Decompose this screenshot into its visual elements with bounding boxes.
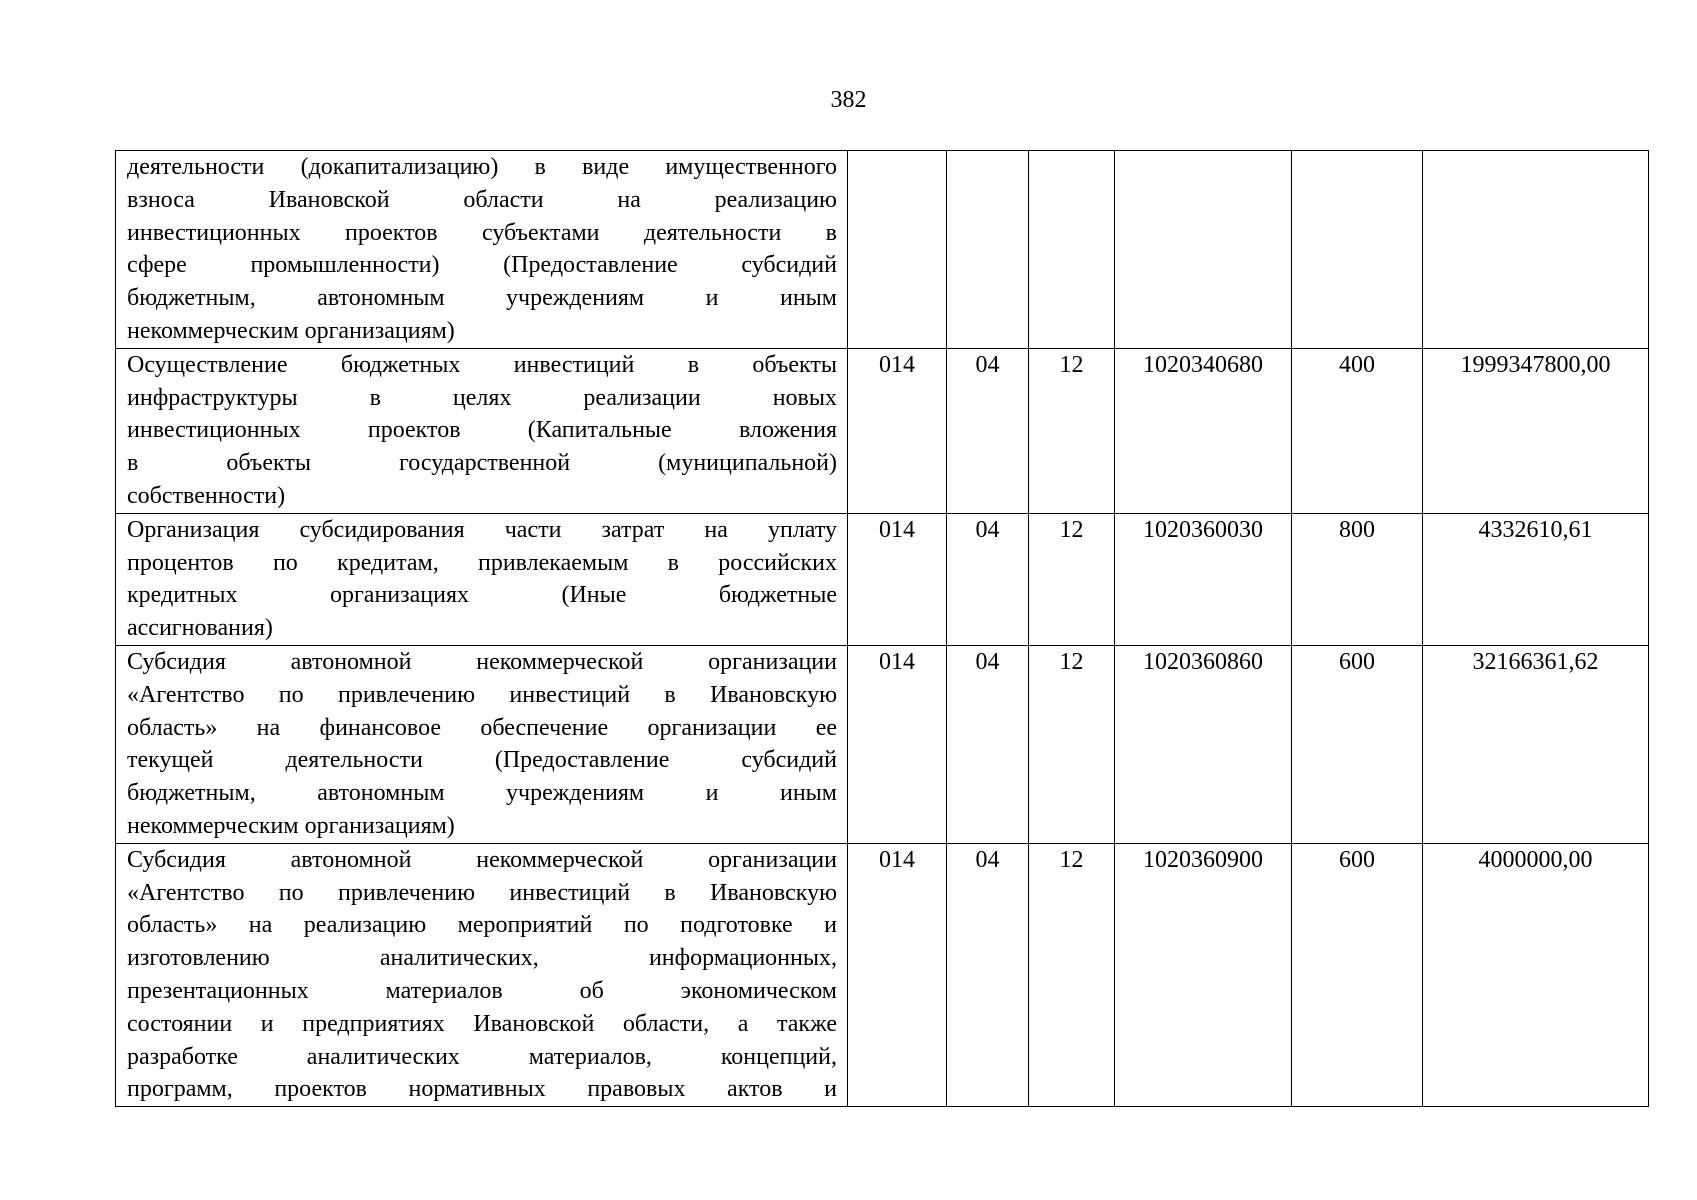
table-row <box>116 151 1649 349</box>
budget-table <box>115 150 1649 1107</box>
subsection-code-cell: 12 <box>1029 348 1115 513</box>
description-line: процентов по кредитам, привлекаемым в российских <box>127 549 837 576</box>
table-row <box>116 843 1649 1106</box>
target-article-cell <box>1115 151 1292 349</box>
description-line: в объекты государственной (муниципальной) <box>127 450 837 477</box>
description-cell <box>116 151 848 349</box>
subsection-code-cell: 12 <box>1029 645 1115 843</box>
description-cell <box>116 645 848 843</box>
grbs-code-cell: 014 <box>848 348 947 513</box>
section-code-cell <box>947 151 1029 349</box>
subsection-code-cell <box>1029 151 1115 349</box>
description-line: собственности) <box>127 482 286 509</box>
amount-cell <box>1423 151 1649 349</box>
subsection-code-cell: 12 <box>1029 843 1115 1106</box>
grbs-code-cell <box>848 151 947 349</box>
expense-type-cell <box>1292 151 1423 349</box>
description-line: состоянии и предприятиях Ивановской области, а также <box>127 1010 837 1037</box>
description-line: Организация субсидирования части затрат на уплату <box>127 516 837 543</box>
table-row <box>116 645 1649 843</box>
table-row <box>116 513 1649 645</box>
description-line: инвестиционных проектов субъектами деятельности в <box>127 219 837 246</box>
table-row <box>116 348 1649 513</box>
description-cell <box>116 513 848 645</box>
description-line: «Агентство по привлечению инвестиций в Ивановскую <box>127 681 837 708</box>
description-cell <box>116 348 848 513</box>
amount-cell: 4332610,61 <box>1423 513 1649 645</box>
description-line: текущей деятельности (Предоставление субсидий <box>127 747 837 774</box>
description-line: «Агентство по привлечению инвестиций в Ивановскую <box>127 879 837 906</box>
expense-type-cell: 800 <box>1292 513 1423 645</box>
description-line: Субсидия автономной некоммерческой организации <box>127 648 837 675</box>
description-cell <box>116 843 848 1106</box>
description-line: кредитных организациях (Иные бюджетные <box>127 582 837 609</box>
target-article-cell: 1020360900 <box>1115 843 1292 1106</box>
description-line: некоммерческим организациям) <box>127 812 455 839</box>
subsection-code-cell: 12 <box>1029 513 1115 645</box>
description-line: Субсидия автономной некоммерческой организации <box>127 846 837 873</box>
description-line: разработке аналитических материалов, концепций, <box>127 1043 837 1070</box>
description-line: деятельности (докапитализацию) в виде имущественного <box>127 154 837 180</box>
description-line: программ, проектов нормативных правовых актов и <box>127 1076 837 1103</box>
target-article-cell: 1020340680 <box>1115 348 1292 513</box>
description-line: некоммерческим организациям) <box>127 317 455 344</box>
description-line: ассигнования) <box>127 615 273 642</box>
description-line: область» на реализацию мероприятий по подготовке и <box>127 912 837 939</box>
description-line: Осуществление бюджетных инвестиций в объекты <box>127 351 837 378</box>
target-article-cell: 1020360860 <box>1115 645 1292 843</box>
description-line: бюджетным, автономным учреждениям и иным <box>127 780 837 807</box>
amount-cell: 4000000,00 <box>1423 843 1649 1106</box>
section-code-cell: 04 <box>947 348 1029 513</box>
grbs-code-cell: 014 <box>848 513 947 645</box>
grbs-code-cell: 014 <box>848 645 947 843</box>
amount-cell: 32166361,62 <box>1423 645 1649 843</box>
description-line: презентационных материалов об экономическом <box>127 977 837 1004</box>
grbs-code-cell: 014 <box>848 843 947 1106</box>
description-line: инвестиционных проектов (Капитальные вложения <box>127 417 837 444</box>
description-line: бюджетным, автономным учреждениям и иным <box>127 285 837 312</box>
expense-type-cell: 600 <box>1292 843 1423 1106</box>
expense-type-cell: 400 <box>1292 348 1423 513</box>
expense-type-cell: 600 <box>1292 645 1423 843</box>
target-article-cell: 1020360030 <box>1115 513 1292 645</box>
section-code-cell: 04 <box>947 843 1029 1106</box>
description-line: изготовлению аналитических, информационных, <box>127 945 837 972</box>
description-line: инфраструктуры в целях реализации новых <box>127 384 837 411</box>
section-code-cell: 04 <box>947 645 1029 843</box>
budget-table-body <box>116 151 1649 1107</box>
description-line: сфере промышленности) (Предоставление субсидий <box>127 252 837 279</box>
page-number: 382 <box>830 87 867 113</box>
description-line: взноса Ивановской области на реализацию <box>127 186 837 213</box>
description-line: область» на финансовое обеспечение организации ее <box>127 714 837 741</box>
section-code-cell: 04 <box>947 513 1029 645</box>
amount-cell: 1999347800,00 <box>1423 348 1649 513</box>
